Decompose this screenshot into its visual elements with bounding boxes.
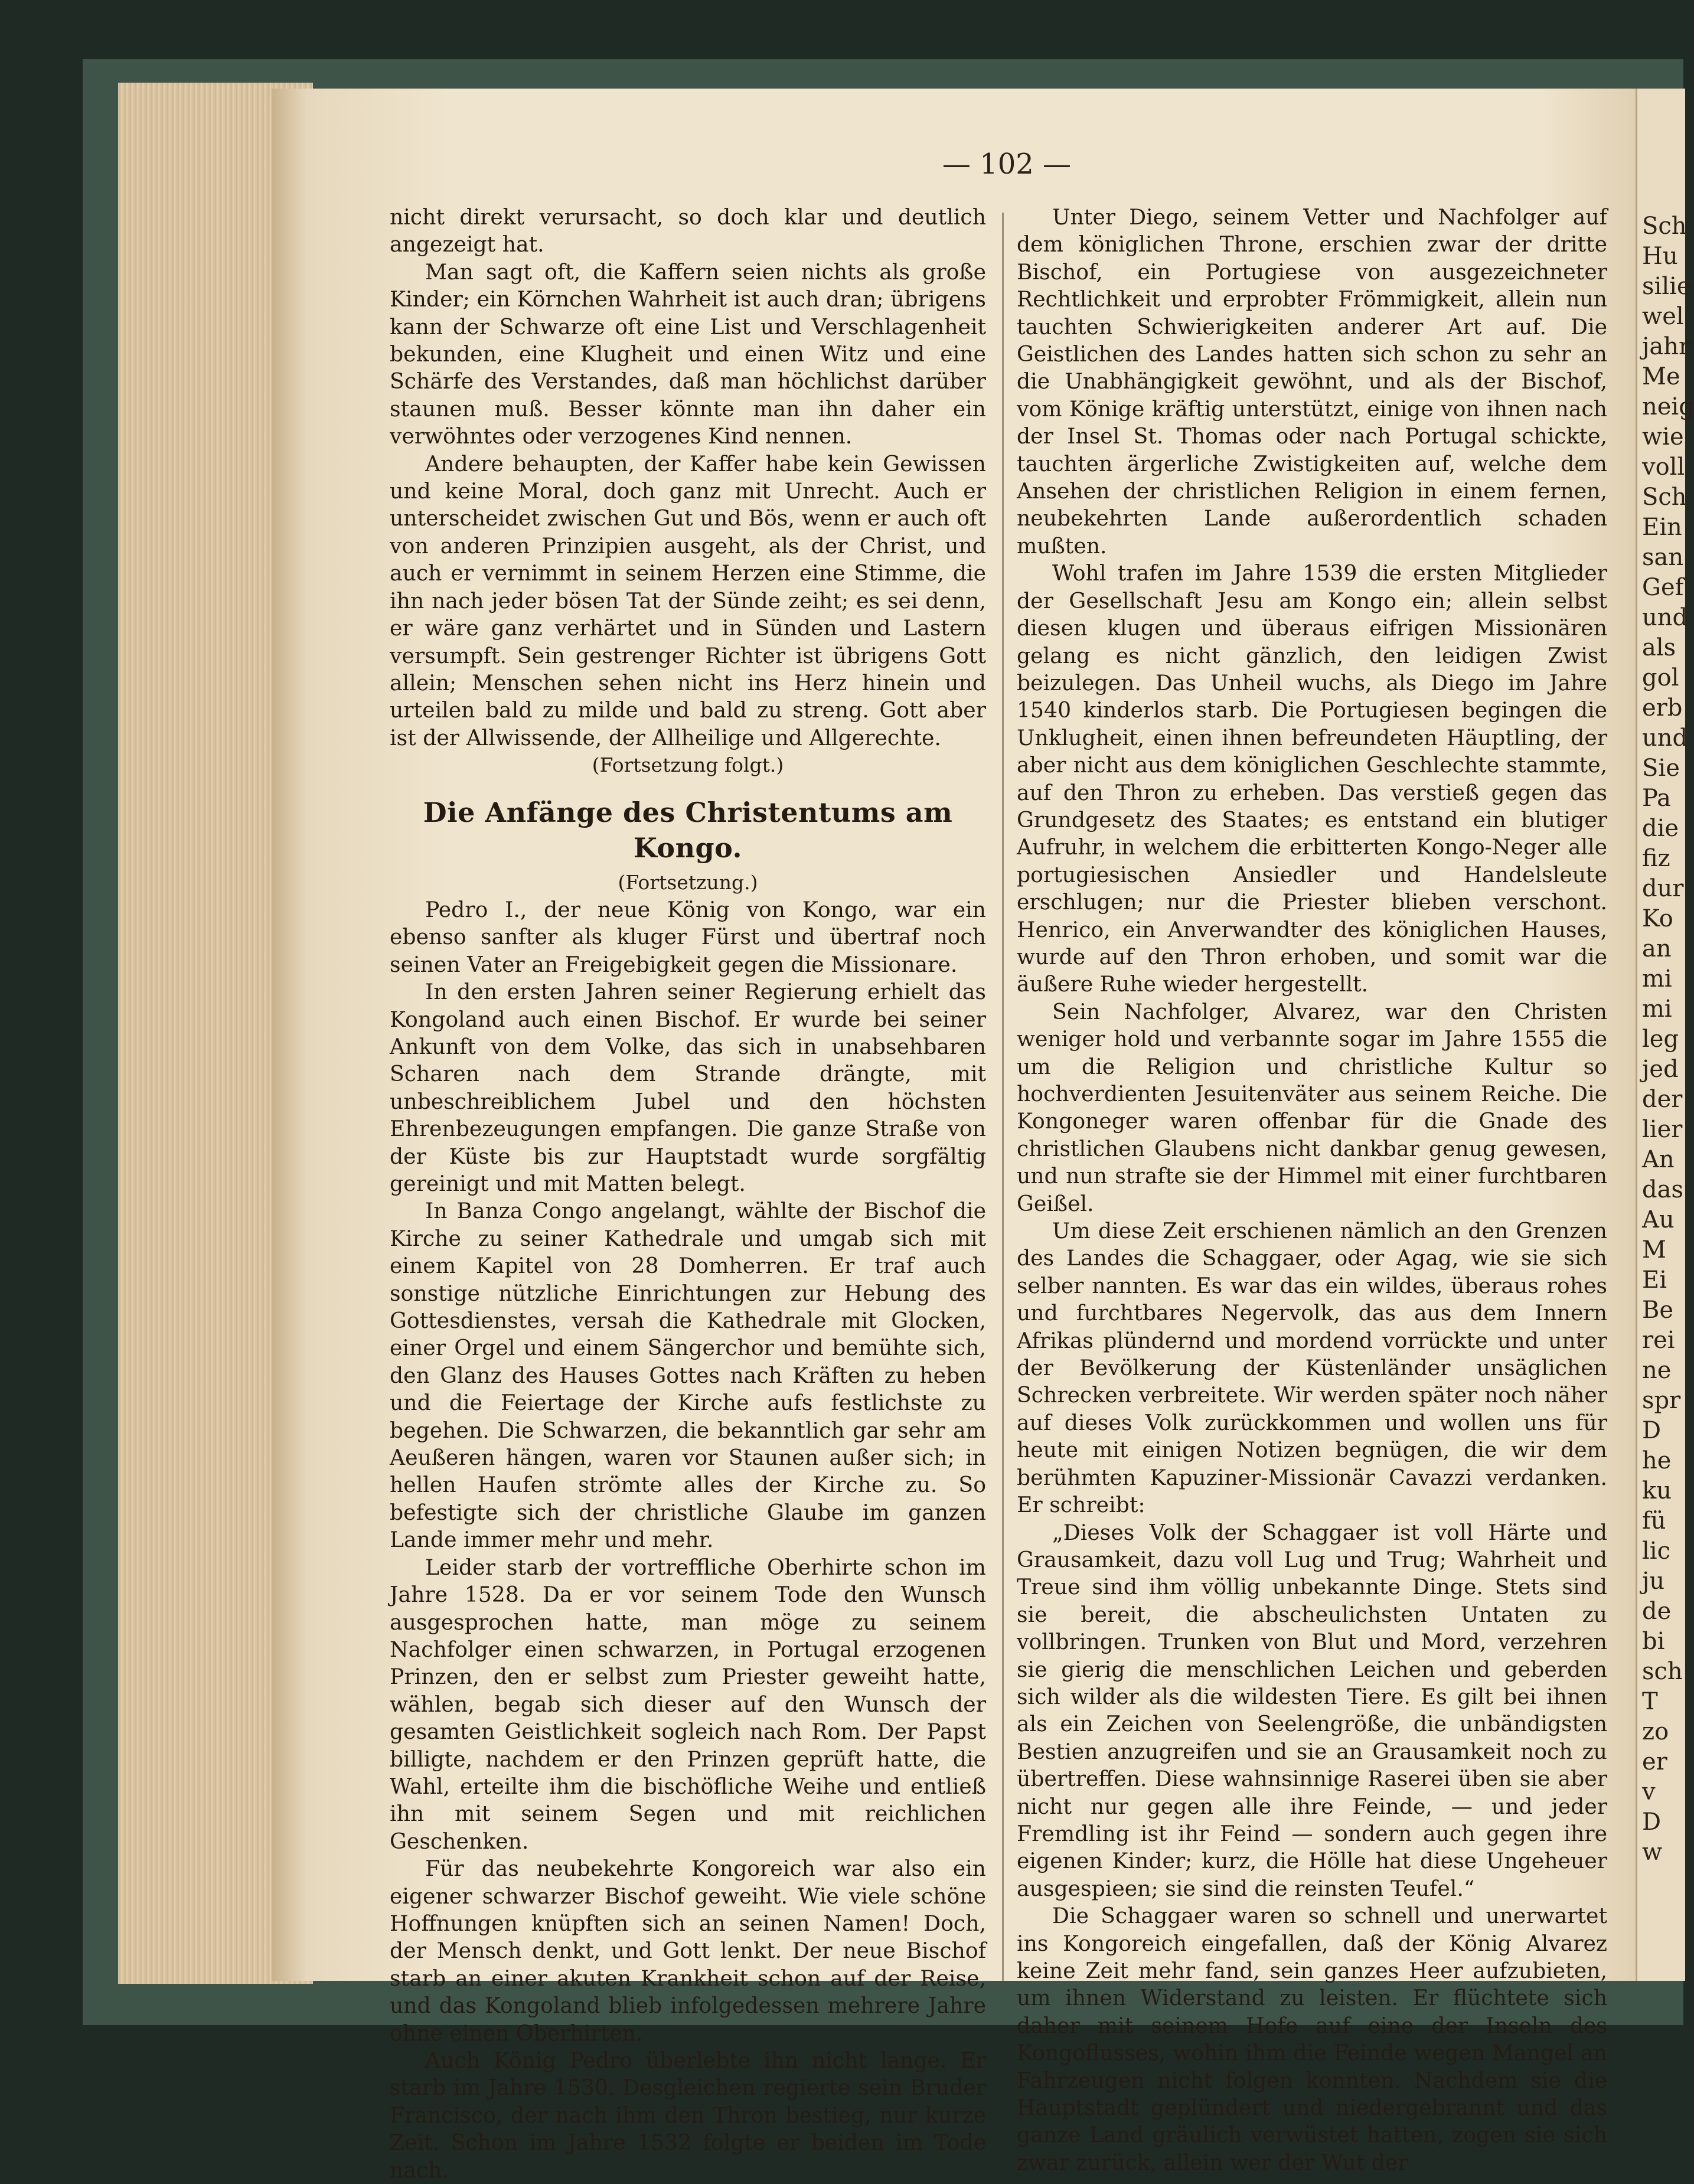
next-page-fragment: zo	[1642, 1718, 1669, 1745]
next-page-fragment: und	[1642, 604, 1688, 631]
next-page-fragment: Au	[1642, 1206, 1675, 1233]
next-page-fragment: das	[1642, 1176, 1683, 1203]
article-paragraph: In Banza Congo angelangt, wählte der Bischof die Kirche zu seiner Kathedrale und umgab sich mit einem Kapitel von 28 Domherren. Er traf auch sonstige nützliche Einrichtungen zur Hebung des Gottesdienstes, versah die Kathedrale mit Glocken, einer Orgel und einem Sängerchor und bemühte sich, den Glanz des Hauses Gottes nach Kräften zu heben und die Feiertage der Kirche aufs festlichste zu begehen. Die Schwarzen, die bekanntlich gar sehr am Aeußeren hängen, waren vor Staunen außer sich; in hellen Haufen strömte alles der Kirche zu. So befestigte sich der christliche Glaube im ganzen Lande immer mehr und mehr.	[390, 1198, 986, 1553]
next-page-fragment: Ei	[1642, 1266, 1667, 1294]
next-page-fragment: und	[1642, 724, 1688, 752]
next-page-fragment: he	[1642, 1447, 1672, 1474]
right-paragraph: Wohl trafen im Jahre 1539 die ersten Mitglieder der Gesellschaft Jesu am Kongo ein; allein selbst diesen klugen und überaus eifrigen Missionären gelang es nicht gänzlich, den leidigen Zwist beizulegen. Das Unheil wuchs, als Diego im Jahre 1540 kinderlos starb. Die Portugiesen begingen die Unklugheit, einen ihnen befreundeten Häuptling, der aber nicht aus dem königlichen Geschlechte stammte, auf den Thron zu erheben. Das verstieß gegen das Grundgesetz des Staates; es entstand ein blutiger Aufruhr, in welchem die erbitterten Kongo-Neger alle portugiesischen Ansiedler und Handelsleute erschlugen; nur die Priester blieben verschont. Henrico, ein Anverwandter des königlichen Hauses, wurde auf den Thron erhoben, und somit war die äußere Ruhe wieder hergestellt.	[1017, 560, 1607, 997]
next-page-fragment: an	[1642, 935, 1672, 962]
next-page-fragment: neig	[1642, 393, 1694, 420]
next-page-fragment: erb	[1642, 694, 1683, 722]
next-page-fragment: D	[1642, 1417, 1662, 1444]
next-page-fragment: san	[1642, 544, 1684, 571]
article-paragraph: Pedro I., der neue König von Kongo, war ein ebenso sanfter als kluger Fürst und übertraf noch seinen Vater an Freigebigkeit gegen die Missionare.	[390, 896, 986, 977]
article-subtitle: (Fortsetzung.)	[618, 870, 758, 894]
next-page-fragment: Sch	[1642, 213, 1687, 240]
next-page-fragment: jahr	[1642, 333, 1690, 360]
right-paragraph: Die Schaggaer waren so schnell und unerwartet ins Kongoreich eingefallen, daß der König Alvarez keine Zeit mehr fand, sein ganzes Heer aufzubieten, um ihnen Widerstand zu leisten. Er flüchtete sich daher mit seinem Hofe auf eine der Inseln des Kongoflusses, wohin ihm die Feinde wegen Mangel an Fahrzeugen nicht folgen konnten. Nachdem sie die Hauptstadt geplündert und niedergebrannt und das ganze Land gräulich verwüstet hatten, zogen sie sich zwar zurück, allein wer der Wut der	[1017, 1903, 1607, 2175]
next-page-fragment: lic	[1642, 1537, 1670, 1565]
left-paragraph: Man sagt oft, die Kaffern seien nichts als große Kinder; ein Körnchen Wahrheit ist auch dran; übrigens kann der Schwarze oft eine List und Verschlagenheit bekunden, eine Klugheit und einen Witz und eine Schärfe des Verstandes, daß man höchlichst darüber staunen muß. Besser könnte man ihn daher ein verwöhntes oder verzogenes Kind nennen.	[390, 259, 986, 449]
next-page-fragment: M	[1642, 1236, 1666, 1264]
next-page-fragment: T	[1642, 1688, 1658, 1715]
next-page-fragment: fü	[1642, 1507, 1666, 1535]
next-page-fragment: Pa	[1642, 785, 1671, 812]
next-page-fragment: silie	[1642, 273, 1691, 300]
next-page-fragment: sch	[1642, 1658, 1683, 1685]
next-page-edge	[1636, 89, 1694, 1981]
article-paragraph: Für das neubekehrte Kongoreich war also ein eigener schwarzer Bischof geweiht. Wie viele schöne Hoffnungen knüpften sich an seinen Namen! Doch, der Mensch denkt, und Gott lenkt. Der neue Bischof starb an einer akuten Krankheit schon auf der Reise, und das Kongoland blieb infolgedessen mehrere Jahre ohne einen Oberhirten.	[390, 1856, 986, 2046]
next-page-fragment: Ko	[1642, 905, 1673, 932]
next-page-fragment: de	[1642, 1598, 1672, 1625]
article-paragraph: In den ersten Jahren seiner Regierung erhielt das Kongoland auch einen Bischof. Er wurde bei seiner Ankunft von dem Volke, das sich in unabsehbaren Scharen nach dem Strande drängte, mit unbeschreiblichem Jubel und den höchsten Ehrenbezeugungen empfangen. Die ganze Straße von der Küste bis zur Hauptstadt wurde sorgfältig gereinigt und mit Matten belegt.	[390, 979, 986, 1196]
next-page-fragment: wie	[1642, 423, 1684, 450]
next-page-fragment: die	[1642, 815, 1679, 842]
right-paragraph: „Dieses Volk der Schaggaer ist voll Härte und Grausamkeit, dazu voll Lug und Trug; Wahrheit und Treue sind ihm völlig unbekannte Dinge. Stets sind sie bereit, die abscheulichsten Untaten zu vollbringen. Trunken von Blut und Mord, verzehren sie gierig die menschlichen Leichen und geberden sich wilder als die wildesten Tiere. Es gilt bei ihnen als ein Zeichen von Seelengröße, die unbändigsten Bestien anzugreifen und sie an Grausamkeit noch zu übertreffen. Diese wahnsinnige Raserei üben sie aber nicht nur gegen alle ihre Feinde, — und jeder Fremdling ist ihr Feind — sondern auch gegen ihre eigenen Kinder; kurz, die Hölle hat diese Ungeheuer ausgespieen; sie sind die reinsten Teufel.“	[1017, 1519, 1607, 1901]
next-page-fragment: fiz	[1642, 845, 1670, 872]
next-page-fragment: spr	[1642, 1387, 1681, 1414]
next-page-fragment: w	[1642, 1839, 1663, 1866]
right-paragraph: Sein Nachfolger, Alvarez, war den Christen weniger hold und verbannte sogar im Jahre 1555 die um die Religion und christliche Kultur so hochverdienten Jesuitenväter aus seinem Reiche. Die Kongoneger waren offenbar für die Gnade des christlichen Glaubens nicht dankbar genug gewesen, und nun strafte sie der Himmel mit einer furchtbaren Geißel.	[1017, 998, 1607, 1216]
next-page-fragment: er	[1642, 1748, 1667, 1775]
next-page-fragment: Hu	[1642, 243, 1678, 270]
left-column	[390, 204, 986, 2183]
article-paragraph: Auch König Pedro überlebte ihn nicht lange. Er starb im Jahre 1530. Desgleichen regierte sein Bruder Francisco, der nach ihm den Thron bestieg, nur kurze Zeit. Schon im Jahre 1532 folgte er beiden im Tode nach.	[390, 2048, 986, 2183]
next-page-fragment: ku	[1642, 1477, 1672, 1504]
next-page-fragment: der	[1642, 1086, 1683, 1113]
next-page-fragment: gol	[1642, 664, 1679, 691]
next-page-fragment: An	[1642, 1146, 1675, 1173]
right-column	[1017, 204, 1607, 2175]
right-paragraph: Unter Diego, seinem Vetter und Nachfolger auf dem königlichen Throne, erschien zwar der dritte Bischof, ein Portugiese von ausgezeichneter Rechtlichkeit und erprobter Frömmigkeit, allein nun tauchten Schwierigkeiten anderer Art auf. Die Geistlichen des Landes hatten sich schon zu sehr an die Unabhängigkeit gewöhnt, und als der Bischof, vom Könige kräftig unterstützt, einige von ihnen nach der Insel St. Thomas oder nach Portugal schickte, tauchten ärgerliche Zwistigkeiten auf, welche dem Ansehen der christlichen Religion in einem fernen, neubekehrten Lande außerordentlich schaden mußten.	[1017, 204, 1607, 559]
next-page-fragment: ju	[1642, 1568, 1665, 1595]
next-page-fragment: Sie	[1642, 755, 1680, 782]
left-paragraph: nicht direkt verursacht, so doch klar und deutlich angezeigt hat.	[390, 204, 986, 257]
next-page-fragment: Be	[1642, 1297, 1674, 1324]
next-page-fragment: voll	[1642, 453, 1685, 481]
next-page-fragment: lier	[1642, 1116, 1683, 1143]
page-number: — 102 —	[942, 148, 1072, 181]
next-page-fragment: Sch	[1642, 484, 1687, 511]
next-page-fragment: dur	[1642, 875, 1684, 902]
next-page-fragment: mi	[1642, 995, 1672, 1023]
next-page-fragment: leg	[1642, 1026, 1679, 1053]
next-page-fragment: jed	[1642, 1056, 1679, 1083]
next-page-fragment: wel	[1642, 303, 1684, 330]
article-title: Die Anfänge des Christentums am Kongo.	[423, 796, 953, 864]
next-page-fragment: D	[1642, 1808, 1662, 1836]
article-paragraph: Leider starb der vortreffliche Oberhirte schon im Jahre 1528. Da er vor seinem Tode den Wunsch ausgesprochen hatte, man möge zu seinem Nachfolger einen schwarzen, in Portugal erzogenen Prinzen, den er selbst zum Priester geweiht hatte, wählen, begab sich dieser auf den Wunsch der gesamten Geistlichkeit sogleich nach Rom. Der Papst billigte, nachdem er den Prinzen geprüft hatte, die Wahl, erteilte ihm die bischöfliche Weihe und entließ ihn mit seinem Segen und mit reichlichen Geschenken.	[390, 1554, 986, 1854]
next-page-fragment: bi	[1642, 1628, 1665, 1655]
left-paragraph: Andere behaupten, der Kaffer habe kein Gewissen und keine Moral, doch ganz mit Unrecht. Auch er unterscheidet zwischen Gut und Bös, wenn er auch oft von anderen Prinzipien ausgeht, als der Christ, und auch er vernimmt in seinem Herzen eine Stimme, die ihn nach jeder bösen Tat der Sünde zeiht; es sei denn, er wäre ganz verhärtet und in Sünden und Lastern versumpft. Sein gestrenger Richter ist übrigens Gott allein; Menschen sehen nicht ins Herz hinein und urteilen bald zu milde und bald zu streng. Gott aber ist der Allwissende, der Allheilige und Allgerechte.	[390, 450, 986, 750]
next-page-fragment: Gef	[1642, 574, 1684, 601]
next-page-fragment: v	[1642, 1778, 1656, 1806]
column-divider	[1002, 213, 1004, 1990]
next-page-fragment: als	[1642, 634, 1676, 661]
right-paragraph: Um diese Zeit erschienen nämlich an den Grenzen des Landes die Schaggaer, oder Agag, wie sie sich selber nannten. Es war das ein wildes, überaus rohes und furchtbares Negervolk, das aus dem Innern Afrikas plündernd und mordend vorrückte und unter der Bevölkerung der Küstenländer unsäglichen Schrecken verbreitete. Wir werden später noch näher auf dieses Volk zurückkommen und wollen uns für heute mit einigen Notizen begnügen, die wir dem berühmten Kapuziner-Missionär Cavazzi verdanken. Er schreibt:	[1017, 1218, 1607, 1518]
next-page-fragment: ne	[1642, 1357, 1672, 1384]
next-page-fragment: rei	[1642, 1327, 1675, 1354]
next-page-fragment: mi	[1642, 965, 1672, 993]
next-page-fragment: Ein	[1642, 514, 1682, 541]
continuation-note: (Fortsetzung folgt.)	[592, 753, 784, 777]
next-page-fragment: Me	[1642, 363, 1680, 390]
